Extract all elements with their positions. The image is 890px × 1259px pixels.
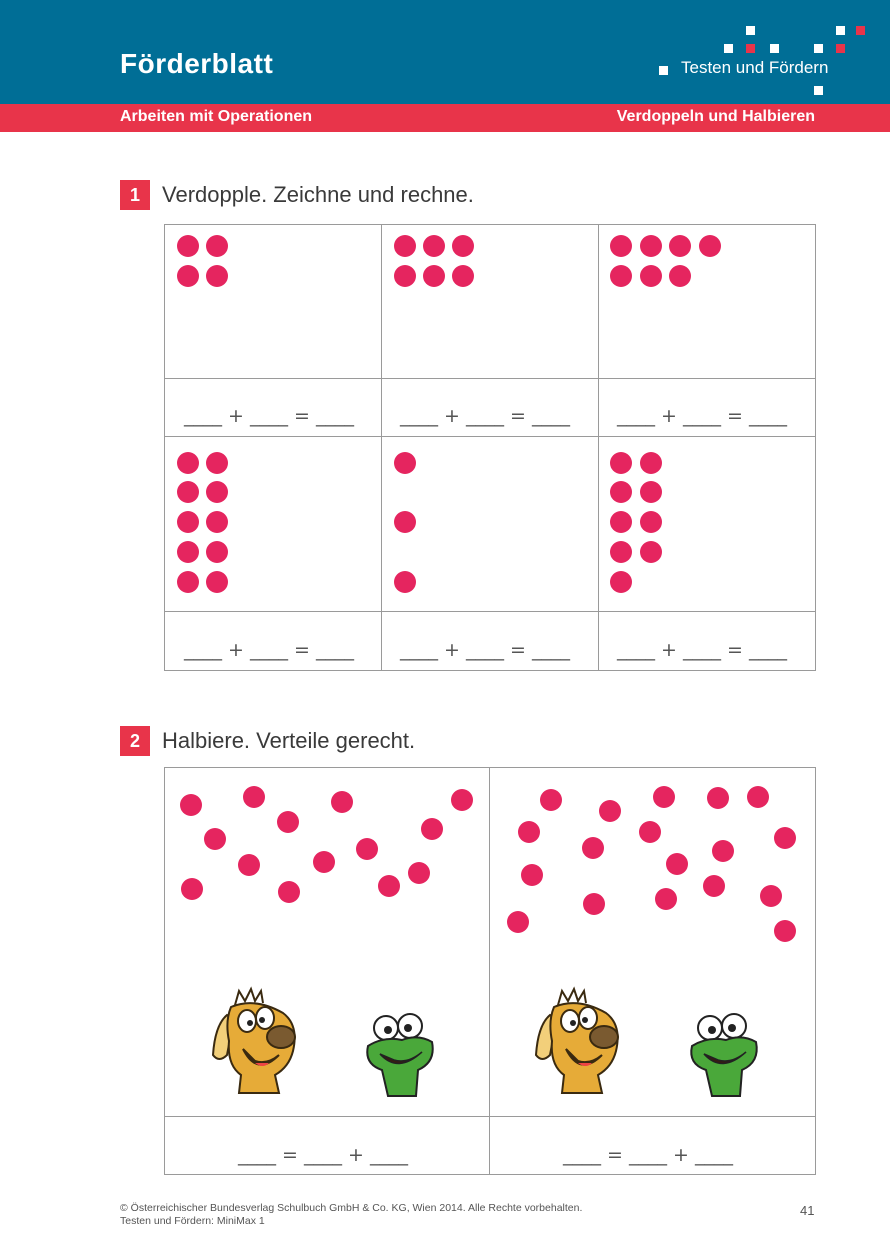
dog-icon (528, 985, 628, 1097)
frog-icon (358, 1012, 438, 1098)
category-label: Arbeiten mit Operationen (120, 108, 313, 125)
task-1-cell-3-equation[interactable]: ____ + ____ = ____ (617, 405, 787, 427)
topic-label: Verdoppeln und Halbieren (616, 108, 815, 125)
page-title: Förderblatt (120, 48, 274, 79)
task-1-cell-1-equation[interactable]: ____ + ____ = ____ (184, 405, 354, 427)
task-2-instruction: Halbiere. Verteile gerecht. (162, 728, 416, 753)
task-1-cell-5-equation[interactable]: ____ + ____ = ____ (400, 639, 570, 661)
task-1-cell-4-equation[interactable]: ____ + ____ = ____ (184, 639, 354, 661)
task-1-number: 1 (120, 180, 150, 210)
page-number: 41 (800, 1203, 815, 1218)
task-2-number: 2 (120, 726, 150, 756)
source-note: Testen und Fördern: MiniMax 1 (120, 1215, 265, 1227)
task-1-cell-2-equation[interactable]: ____ + ____ = ____ (400, 405, 570, 427)
frog-icon (682, 1012, 762, 1098)
brand-logo (0, 0, 890, 108)
task-2-cell-2-equation[interactable]: ____ = ____ + ____ (563, 1144, 733, 1166)
brand-name: Testen und Fördern (681, 58, 829, 77)
dog-icon (205, 985, 305, 1097)
copyright-notice: © Österreichischer Bundesverlag Schulbuch GmbH & Co. KG, Wien 2014. Alle Rechte vorbehalten. (120, 1202, 583, 1214)
task-1-cell-6-equation[interactable]: ____ + ____ = ____ (617, 639, 787, 661)
task-1-instruction: Verdopple. Zeichne und rechne. (162, 182, 474, 207)
task-2-cell-1-equation[interactable]: ____ = ____ + ____ (238, 1144, 408, 1166)
